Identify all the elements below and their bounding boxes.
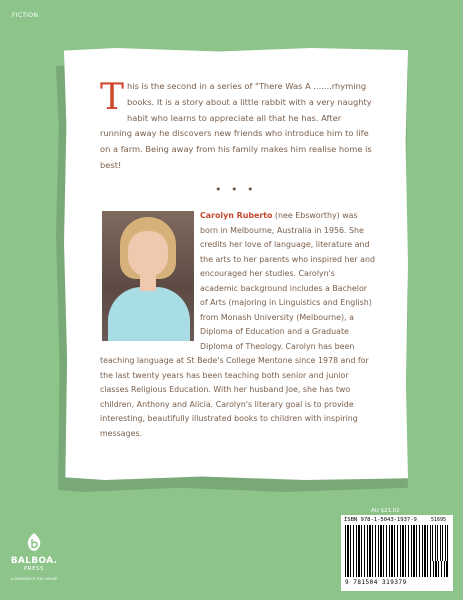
barcode-number: 9 781504 319379: [345, 579, 407, 586]
description-text: his is the second in a series of "There Was A .......rhyming books. It is a story about a little rabbit with a very naughty habit who learns to appreciate all that he has. After running away he discovers new friends who introduce him to life on a farm. Being away from his family makes him realise home is best!: [100, 81, 372, 170]
author-bio-text: (nee Ebsworthy) was born in Melbourne, Australia in 1956. She credits her love of language, literature and the arts to her parents who inspired her and encouraged her studies. Carolyn's academic background includes a Bachelor of Arts (majoring in Linguistics and English) from Monash University (Melbourne), a Diploma of Education and a Graduate Diploma of Theology. Carolyn has been teaching language at St Bede's College Mentone since 1978 and for the last twenty years has been teaching both senior and junior classes Religious Education. With her husband Joe, she has two children, Anthony and Alicia. Carolyn's literary goal is to provide interesting, beautifully illustrated books to children with inspiring messages.: [100, 211, 375, 438]
author-bio: [100, 209, 375, 441]
price-label: AU $21.02: [371, 508, 400, 514]
publisher-logo-icon: [23, 531, 45, 553]
isbn-label: ISBN 978-1-5043-1937-9: [344, 517, 417, 523]
publisher-division: A DIVISION OF HAY HOUSE: [10, 577, 58, 581]
genre-label: FICTION: [12, 12, 39, 19]
author-name: Carolyn Ruberto: [200, 211, 273, 220]
section-separator: • • •: [215, 183, 257, 196]
drop-cap: T: [100, 77, 125, 118]
barcode-addon-code: 51695: [431, 517, 447, 523]
publisher-sub: PRESS: [23, 566, 45, 572]
book-description: [100, 79, 375, 174]
barcode-addon-bars: [430, 525, 449, 561]
publisher-name: BALBOA.: [10, 556, 58, 566]
